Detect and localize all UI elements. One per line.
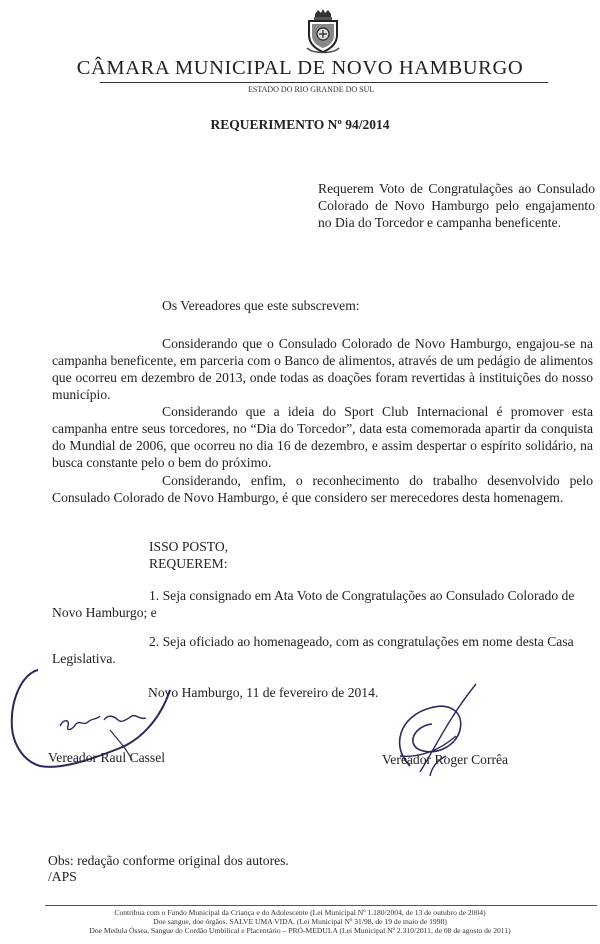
summary: Requerem Voto de Congratulações ao Consulado Colorado de Novo Hamburgo pelo engajamento no Dia do Torcedor e campanha beneficente.	[318, 181, 595, 230]
document-title: REQUERIMENTO Nº 94/2014	[210, 117, 390, 132]
place-date: Novo Hamburgo, 11 de fevereiro de 2014.	[148, 685, 379, 700]
signature-left	[0, 630, 200, 790]
paragraph-1: Considerando que o Consulado Colorado de Novo Hamburgo, engajou-se na campanha beneficente, em parceria com o Banco de alimentos, através de um pedágio de alimentos que ocorreu em dezembro de 2013, onde todas as doações foram revertidas à instituições do nosso município.	[52, 336, 593, 402]
footer-line-3: Doe Medula Óssea, Sangue do Cordão Umbilical e Placentário – PRÓ-MEDULA (Lei Municipal Nº 2.310/2011, de 08 de agosto de 2011)	[89, 926, 511, 935]
paragraph-3: Considerando, enfim, o reconhecimento do trabalho desenvolvido pelo Consulado Colorado de Novo Hamburgo, é que considero ser merecedores desta homenagem.	[52, 473, 593, 505]
header-rule	[100, 82, 548, 83]
observation: Obs: redação conforme original dos autores.	[48, 853, 289, 868]
signatory-1: Vereador Raul Cassel	[48, 750, 166, 765]
chamber-name: CÂMARA MUNICIPAL DE NOVO HAMBURGO	[76, 57, 524, 79]
requerem: REQUEREM:	[149, 556, 228, 571]
reference-code: /APS	[48, 869, 77, 884]
footer-line-2: Doe sangue, doe órgãos. SALVE UMA VIDA. (Lei Municipal Nº 31/98, de 19 de maio de 1998)	[153, 917, 447, 926]
isso-posto: ISSO POSTO,	[149, 539, 229, 554]
intro: Os Vereadores que este subscrevem:	[162, 298, 360, 313]
footer-rule	[45, 905, 597, 906]
paragraph-2: Considerando que a ideia do Sport Club Internacional é promover esta campanha entre seus torcedores, no “Dia do Torcedor”, data esta comemorada apartir da conquista do Mundial de 2006, que ocorreu no dia 16 de dezembro, e assim despertar o espírito solidário, na busca constante pelo o bem do próximo.	[52, 404, 593, 470]
footer-line-1: Contribua com o Fundo Municipal da Criança e do Adolescente (Lei Municipal Nº 1.180/2004, de 13 de outubro de 2004)	[114, 908, 486, 917]
state-name-text: ESTADO DO RIO GRANDE DO SUL	[248, 85, 375, 94]
coat-of-arms-icon	[303, 8, 343, 54]
signatory-2: Vereador Roger Corrêa	[382, 752, 509, 767]
request-item-1: 1. Seja consignado em Ata Voto de Congratulações ao Consulado Colorado de Novo Hamburgo; e	[52, 588, 575, 620]
request-item-2: 2. Seja oficiado ao homenageado, com as congratulações em nome desta Casa Legislativa.	[52, 634, 574, 666]
signature-right	[380, 676, 490, 786]
